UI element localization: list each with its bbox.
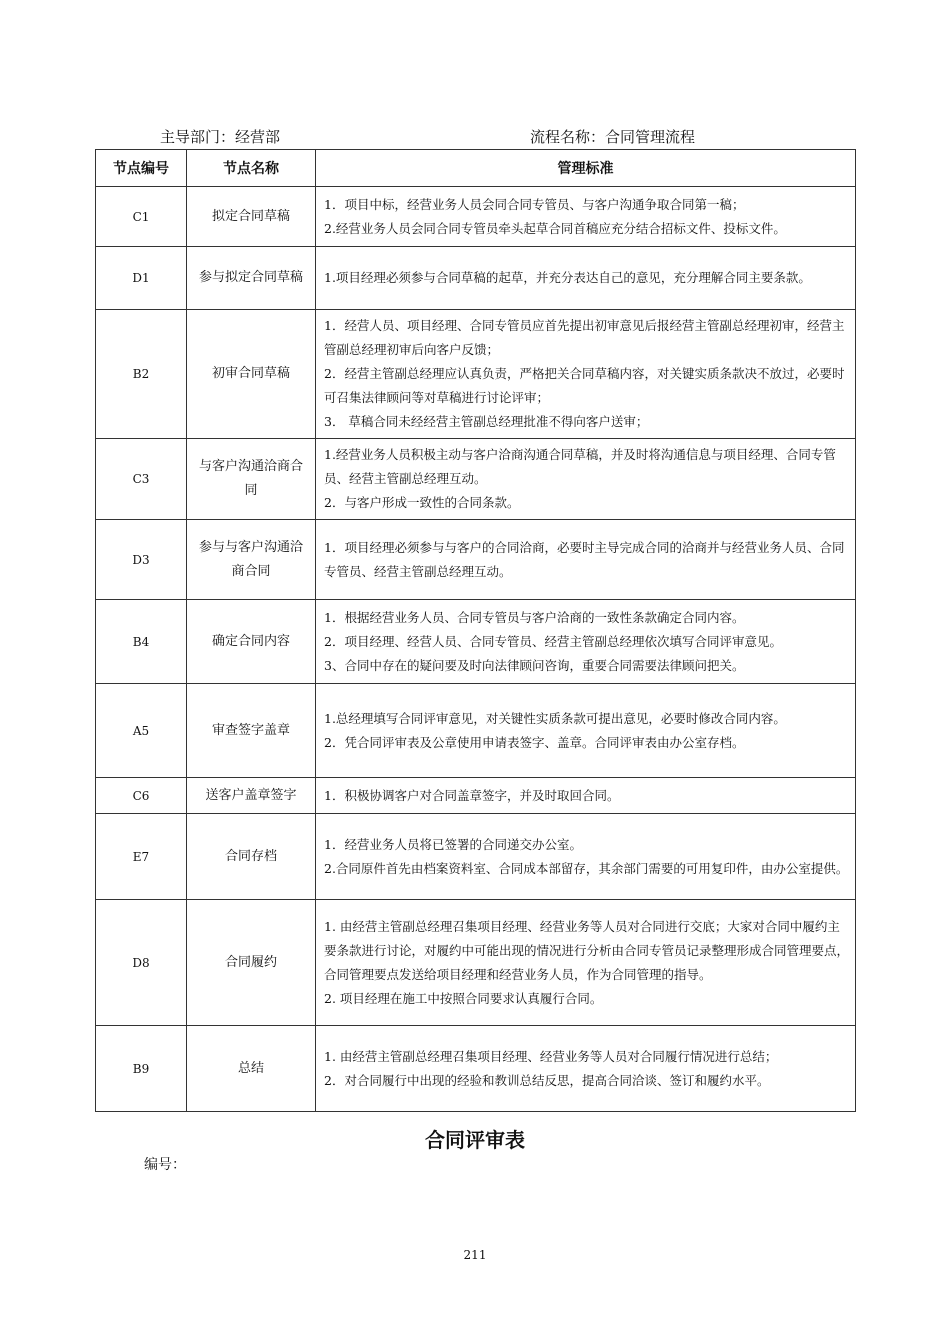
table-row bbox=[96, 187, 856, 247]
node-name: 确定合同内容 bbox=[187, 600, 316, 684]
node-code: C1 bbox=[96, 187, 187, 247]
management-standard bbox=[316, 520, 856, 600]
management-standard bbox=[316, 814, 856, 900]
standard-item: 1.经营业务人员积极主动与客户洽商沟通合同草稿，并及时将沟通信息与项目经理、合同专管员、经营主管副总经理互动。 bbox=[324, 447, 836, 486]
standard-item: 2．凭合同评审表及公章使用申请表签字、盖章。合同评审表由办公室存档。 bbox=[324, 734, 745, 750]
standard-item: 1．积极协调客户对合同盖章签字，并及时取回合同。 bbox=[324, 787, 620, 803]
standard-item: 3、合同中存在的疑问要及时向法律顾问咨询，重要合同需要法律顾问把关。 bbox=[324, 657, 745, 673]
table-row bbox=[96, 684, 856, 778]
standard-item: 1．经营人员、项目经理、合同专管员应首先提出初审意见后报经营主管副总经理初审，经营主管副总经理初审后向客户反馈； bbox=[324, 318, 845, 357]
management-standard bbox=[316, 684, 856, 778]
table-row bbox=[96, 1026, 856, 1112]
management-standard bbox=[316, 247, 856, 310]
table-row bbox=[96, 520, 856, 600]
table-row bbox=[96, 310, 856, 439]
table-row bbox=[96, 600, 856, 684]
form-title: 合同评审表 bbox=[425, 1128, 525, 1152]
column-header-code: 节点编号 bbox=[96, 150, 187, 187]
department-label: 主导部门：经营部 bbox=[160, 128, 281, 146]
standard-item: 1．项目中标，经营业务人员会同合同专管员、与客户沟通争取合同第一稿； bbox=[324, 196, 745, 212]
column-header-standard: 管理标准 bbox=[316, 150, 856, 187]
standard-item: 1. 由经营主管副总经理召集项目经理、经营业务等人员对合同进行交底；大家对合同中履约主要条款进行讨论，对履约中可能出现的情况进行分析由合同专管员记录整理形成合同管理要点，合同管理要点发送给项目经理和经营业务人员，作为合同管理的指导。 bbox=[324, 918, 850, 982]
node-code: B4 bbox=[96, 600, 187, 684]
node-code: C3 bbox=[96, 439, 187, 520]
node-name: 送客户盖章签字 bbox=[187, 778, 316, 814]
management-standard bbox=[316, 600, 856, 684]
table-header-row bbox=[96, 150, 856, 187]
node-code: B9 bbox=[96, 1026, 187, 1112]
node-code: D8 bbox=[96, 900, 187, 1026]
standard-item: 1．经营业务人员将已签署的合同递交办公室。 bbox=[324, 836, 582, 852]
standard-item: 2. 项目经理在施工中按照合同要求认真履行合同。 bbox=[324, 990, 603, 1006]
standard-item: 2．项目经理、经营人员、合同专管员、经营主管副总经理依次填写合同评审意见。 bbox=[324, 633, 782, 649]
standard-item: 2．对合同履行中出现的经验和教训总结反思，提高合同洽谈、签订和履约水平。 bbox=[324, 1072, 770, 1088]
node-name: 合同存档 bbox=[187, 814, 316, 900]
process-name-label: 流程名称：合同管理流程 bbox=[530, 128, 696, 146]
node-name: 合同履约 bbox=[187, 900, 316, 1026]
table-row bbox=[96, 439, 856, 520]
node-name: 与客户沟通洽商合同 bbox=[187, 439, 316, 520]
standard-item: 1.项目经理必须参与合同草稿的起草，并充分表达自己的意见，充分理解合同主要条款。 bbox=[324, 270, 811, 285]
node-name: 初审合同草稿 bbox=[187, 310, 316, 439]
management-standard bbox=[316, 187, 856, 247]
node-name: 参与拟定合同草稿 bbox=[187, 247, 316, 310]
standard-item: 1．根据经营业务人员、合同专管员与客户洽商的一致性条款确定合同内容。 bbox=[324, 609, 745, 625]
management-standard bbox=[316, 439, 856, 520]
node-code: D3 bbox=[96, 520, 187, 600]
standard-item: 2．经营主管副总经理应认真负责，严格把关合同草稿内容，对关键实质条款决不放过，必要时可召集法律顾问等对草稿进行讨论评审； bbox=[324, 366, 845, 405]
node-name: 参与与客户沟通洽商合同 bbox=[187, 520, 316, 600]
node-name: 拟定合同草稿 bbox=[187, 187, 316, 247]
management-standard bbox=[316, 900, 856, 1026]
node-code: E7 bbox=[96, 814, 187, 900]
standard-item: 1. 由经营主管副总经理召集项目经理、经营业务等人员对合同履行情况进行总结； bbox=[324, 1048, 778, 1064]
standard-item: 1.总经理填写合同评审意见，对关键性实质条款可提出意见，必要时修改合同内容。 bbox=[324, 710, 786, 726]
table-row bbox=[96, 900, 856, 1026]
table-row bbox=[96, 778, 856, 814]
node-code: C6 bbox=[96, 778, 187, 814]
table-row bbox=[96, 247, 856, 310]
management-standard bbox=[316, 1026, 856, 1112]
column-header-name: 节点名称 bbox=[187, 150, 316, 187]
standard-item: 2．与客户形成一致性的合同条款。 bbox=[324, 495, 520, 510]
standard-item: 3． 草稿合同未经经营主管副总经理批准不得向客户送审； bbox=[324, 414, 649, 429]
management-standard bbox=[316, 778, 856, 814]
node-name: 总结 bbox=[187, 1026, 316, 1112]
standard-item: 2.合同原件首先由档案资料室、合同成本部留存，其余部门需要的可用复印件，由办公室提供。 bbox=[324, 860, 849, 876]
management-standard bbox=[316, 310, 856, 439]
serial-number-label: 编号： bbox=[144, 1157, 186, 1173]
standard-item: 1．项目经理必须参与与客户的合同洽商，必要时主导完成合同的洽商并与经营业务人员、合同专管员、经营主管副总经理互动。 bbox=[324, 539, 845, 579]
page-number: 211 bbox=[463, 1248, 487, 1262]
process-table bbox=[95, 149, 856, 1112]
node-name: 审查签字盖章 bbox=[187, 684, 316, 778]
standard-item: 2.经营业务人员会同合同专管员牵头起草合同首稿应充分结合招标文件、投标文件。 bbox=[324, 220, 786, 236]
node-code: D1 bbox=[96, 247, 187, 310]
node-code: A5 bbox=[96, 684, 187, 778]
table-row bbox=[96, 814, 856, 900]
node-code: B2 bbox=[96, 310, 187, 439]
